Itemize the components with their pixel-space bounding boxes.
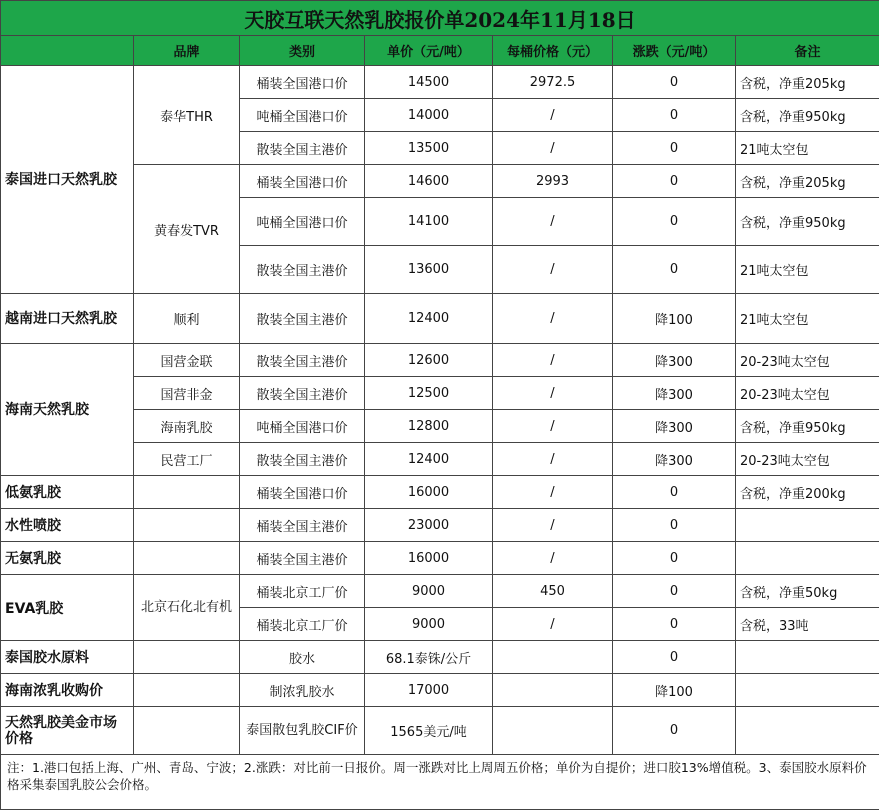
note-cell: 20-23吨太空包: [736, 344, 879, 377]
barrel-cell: /: [493, 476, 613, 509]
brand-empty: [134, 476, 240, 509]
price-cell: 17000: [365, 674, 493, 707]
header-note: 备注: [736, 36, 879, 66]
barrel-empty: [493, 674, 613, 707]
brand-empty: [134, 674, 240, 707]
barrel-cell: /: [493, 443, 613, 476]
price-cell: 16000: [365, 476, 493, 509]
price-cell: 12400: [365, 294, 493, 344]
barrel-cell: 2993: [493, 165, 613, 198]
type-cell: 桶装全国港口价: [240, 165, 365, 198]
type-cell: 桶装北京工厂价: [240, 608, 365, 641]
price-cell: 12800: [365, 410, 493, 443]
note-empty: [736, 674, 879, 707]
price-cell: 14600: [365, 165, 493, 198]
brand-tvr: 黄春发TVR: [134, 165, 240, 294]
note-cell: 含税，净重950kg: [736, 99, 879, 132]
type-cell: 散装全国主港价: [240, 443, 365, 476]
note-cell: 21吨太空包: [736, 132, 879, 165]
note-cell: 含税，净重205kg: [736, 66, 879, 99]
brand-jinlian: 国营金联: [134, 344, 240, 377]
type-cell: 吨桶全国港口价: [240, 198, 365, 246]
brand-thr: 泰华THR: [134, 66, 240, 165]
change-cell: 降300: [613, 410, 736, 443]
type-cell: 散装全国主港价: [240, 377, 365, 410]
change-cell: 0: [613, 66, 736, 99]
barrel-cell: /: [493, 99, 613, 132]
table-row: [1, 542, 879, 575]
barrel-empty: [493, 641, 613, 674]
table-row: [1, 509, 879, 542]
type-cell: 桶装北京工厂价: [240, 575, 365, 608]
type-cell: 桶装全国港口价: [240, 476, 365, 509]
type-cell: 制浓乳胶水: [240, 674, 365, 707]
brand-sinopec: 北京石化北有机: [134, 575, 240, 641]
barrel-cell: 2972.5: [493, 66, 613, 99]
change-cell: 0: [613, 476, 736, 509]
table-row: [1, 66, 879, 99]
barrel-cell: /: [493, 509, 613, 542]
barrel-cell: /: [493, 198, 613, 246]
brand-empty: [134, 542, 240, 575]
header-blank: [1, 36, 134, 66]
barrel-cell: /: [493, 377, 613, 410]
barrel-cell: /: [493, 132, 613, 165]
change-cell: 0: [613, 246, 736, 294]
table-row: [1, 575, 879, 608]
price-cell: 12600: [365, 344, 493, 377]
note-empty: [736, 707, 879, 755]
change-cell: 降300: [613, 344, 736, 377]
type-cell: 胶水: [240, 641, 365, 674]
change-cell: 0: [613, 707, 736, 755]
note-cell: [736, 542, 879, 575]
type-cell: 散装全国主港价: [240, 344, 365, 377]
note-cell: 含税，净重950kg: [736, 198, 879, 246]
category-eva: EVA乳胶: [1, 575, 134, 641]
note-cell: 含税，净重50kg: [736, 575, 879, 608]
type-cell: 桶装全国主港价: [240, 509, 365, 542]
header-type: 类别: [240, 36, 365, 66]
category-ammonia-free: 无氨乳胶: [1, 542, 134, 575]
type-cell: 桶装全国主港价: [240, 542, 365, 575]
table-row: [1, 641, 879, 674]
price-cell: 1565美元/吨: [365, 707, 493, 755]
header-change: 涨跌（元/吨）: [613, 36, 736, 66]
table-row: [1, 674, 879, 707]
price-cell: 13500: [365, 132, 493, 165]
category-thailand: 泰国进口天然乳胶: [1, 66, 134, 294]
price-cell: 12500: [365, 377, 493, 410]
change-cell: 0: [613, 641, 736, 674]
note-cell: 含税，净重200kg: [736, 476, 879, 509]
barrel-cell: /: [493, 410, 613, 443]
header-brand: 品牌: [134, 36, 240, 66]
change-cell: 0: [613, 99, 736, 132]
category-waterborne-spray: 水性喷胶: [1, 509, 134, 542]
type-cell: 散装全国主港价: [240, 246, 365, 294]
change-cell: 0: [613, 132, 736, 165]
price-cell: 23000: [365, 509, 493, 542]
change-cell: 降300: [613, 443, 736, 476]
table-row: [1, 476, 879, 509]
price-cell: 68.1泰铢/公斤: [365, 641, 493, 674]
price-cell: 14100: [365, 198, 493, 246]
header-barrel-price: 每桶价格（元）: [493, 36, 613, 66]
note-cell: 21吨太空包: [736, 294, 879, 344]
price-cell: 9000: [365, 575, 493, 608]
note-cell: 含税，33吨: [736, 608, 879, 641]
category-hainan-conc: 海南浓乳收购价: [1, 674, 134, 707]
change-cell: 0: [613, 509, 736, 542]
price-cell: 12400: [365, 443, 493, 476]
page-title: 天胶互联天然乳胶报价单2024年11月18日: [1, 1, 879, 36]
table-header: [1, 36, 879, 66]
type-cell: 吨桶全国港口价: [240, 99, 365, 132]
change-cell: 降100: [613, 294, 736, 344]
type-cell: 桶装全国港口价: [240, 66, 365, 99]
change-cell: 0: [613, 165, 736, 198]
price-cell: 16000: [365, 542, 493, 575]
barrel-cell: /: [493, 542, 613, 575]
note-cell: 含税，净重950kg: [736, 410, 879, 443]
footnote: 注：1.港口包括上海、广州、青岛、宁波；2.涨跌：对比前一日报价。周一涨跌对比上周周五价格；单价为自提价；进口胶13%增值税。3、泰国胶水原料价格采集泰国乳胶公会价格。: [1, 755, 879, 810]
note-cell: 20-23吨太空包: [736, 377, 879, 410]
brand-hainan-latex: 海南乳胶: [134, 410, 240, 443]
table-row: [1, 707, 879, 755]
barrel-cell: /: [493, 608, 613, 641]
price-cell: 9000: [365, 608, 493, 641]
change-cell: 降100: [613, 674, 736, 707]
price-cell: 13600: [365, 246, 493, 294]
category-thai-raw: 泰国胶水原料: [1, 641, 134, 674]
barrel-cell: 450: [493, 575, 613, 608]
note-cell: 21吨太空包: [736, 246, 879, 294]
brand-private: 民营工厂: [134, 443, 240, 476]
type-cell: 散装全国主港价: [240, 294, 365, 344]
note-cell: 20-23吨太空包: [736, 443, 879, 476]
type-cell: 泰国散包乳胶CIF价: [240, 707, 365, 755]
price-cell: 14000: [365, 99, 493, 132]
brand-empty: [134, 641, 240, 674]
category-usd-market: 天然乳胶美金市场价格: [1, 707, 134, 755]
price-cell: 14500: [365, 66, 493, 99]
note-empty: [736, 641, 879, 674]
note-cell: [736, 509, 879, 542]
change-cell: 0: [613, 542, 736, 575]
barrel-cell: /: [493, 344, 613, 377]
change-cell: 0: [613, 198, 736, 246]
type-cell: 散装全国主港价: [240, 132, 365, 165]
brand-feijin: 国营非金: [134, 377, 240, 410]
barrel-cell: /: [493, 294, 613, 344]
change-cell: 降300: [613, 377, 736, 410]
table-row: [1, 344, 879, 377]
header-price: 单价（元/吨）: [365, 36, 493, 66]
note-cell: 含税，净重205kg: [736, 165, 879, 198]
brand-shunli: 顺利: [134, 294, 240, 344]
brand-empty: [134, 509, 240, 542]
change-cell: 0: [613, 608, 736, 641]
barrel-cell: /: [493, 246, 613, 294]
change-cell: 0: [613, 575, 736, 608]
category-low-ammonia: 低氨乳胶: [1, 476, 134, 509]
table-row: [1, 294, 879, 344]
barrel-empty: [493, 707, 613, 755]
category-hainan: 海南天然乳胶: [1, 344, 134, 476]
category-vietnam: 越南进口天然乳胶: [1, 294, 134, 344]
brand-empty: [134, 707, 240, 755]
type-cell: 吨桶全国港口价: [240, 410, 365, 443]
